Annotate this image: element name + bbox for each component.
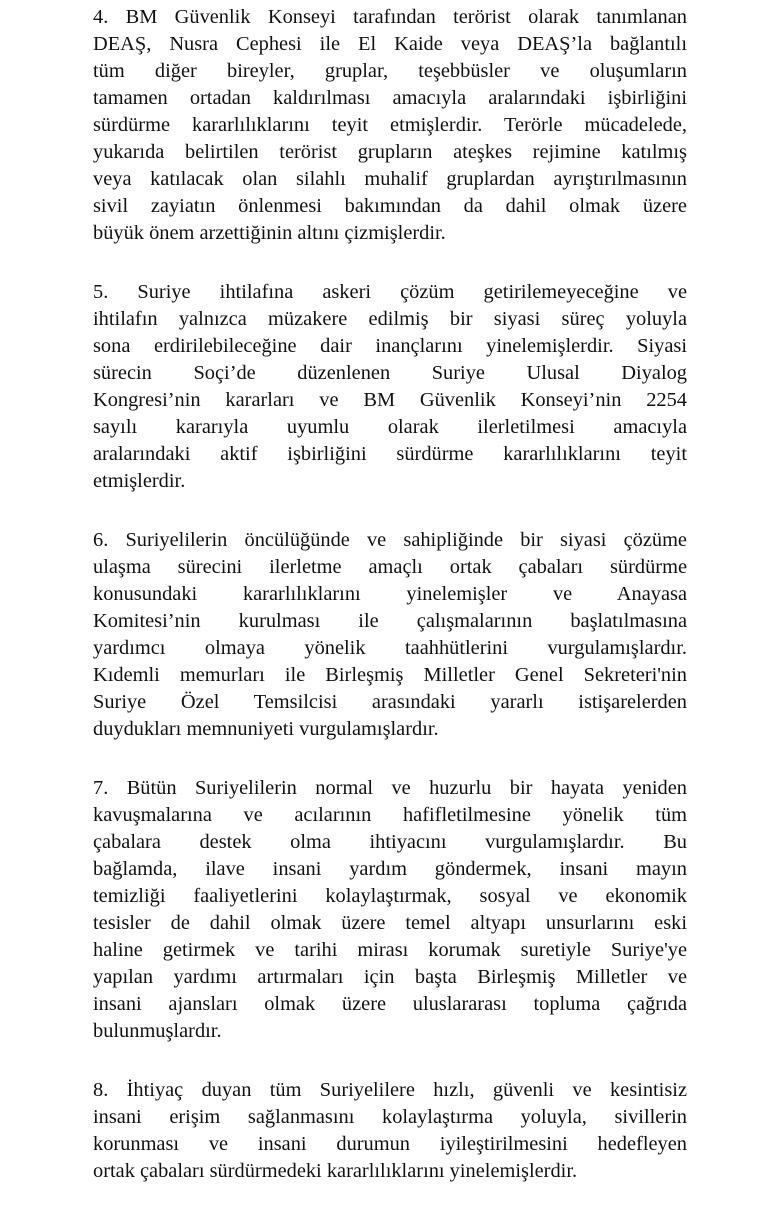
paragraph-4 <box>93 4 687 247</box>
text-line: temizliği faaliyetlerini kolaylaştırmak, sosyal ve ekonomik <box>93 885 687 907</box>
paragraph-7 <box>93 775 687 1045</box>
text-line: Suriye Özel Temsilcisi arasındaki yararlı istişarelerden <box>93 691 687 713</box>
text-line: aralarındaki aktif işbirliğini sürdürme kararlılıklarını teyit <box>93 443 687 465</box>
text-line: insani ajansları olmak üzere uluslararası topluma çağrıda <box>93 993 687 1015</box>
text-line: ortak çabaları sürdürmedeki kararlılıklarını yinelemişlerdir. <box>93 1160 578 1182</box>
paragraph-5 <box>93 279 687 495</box>
text-line: sürdürme kararlılıklarını teyit etmişlerdir. Terörle mücadelede, <box>93 114 687 136</box>
text-line: 5. Suriye ihtilafına askeri çözüm getirilemeyeceğine ve <box>93 281 687 303</box>
text-line: duydukları memnuniyeti vurgulamışlardır. <box>93 718 439 740</box>
text-line: 6. Suriyelilerin öncülüğünde ve sahipliğinde bir siyasi çözüme <box>93 529 687 551</box>
text-line: bulunmuşlardır. <box>93 1020 222 1042</box>
text-line: büyük önem arzettiğinin altını çizmişlerdir. <box>93 222 446 244</box>
text-line: sivil zayiatın önlenmesi bakımından da dahil olmak üzere <box>93 195 687 217</box>
text-line: insani erişim sağlanmasını kolaylaştırma yoluyla, sivillerin <box>93 1106 687 1128</box>
text-line: yardımcı olmaya yönelik taahhütlerini vurgulamışlardır. <box>93 637 687 659</box>
text-line: Kongresi’nin kararları ve BM Güvenlik Konseyi’nin 2254 <box>93 389 687 411</box>
text-line: ulaşma sürecini ilerletme amaçlı ortak çabaları sürdürme <box>93 556 687 578</box>
text-line: sona erdirilebileceğine dair inançlarını yinelemişlerdir. Siyasi <box>93 335 687 357</box>
text-line: yapılan yardımı artırmaları için başta Birleşmiş Milletler ve <box>93 966 687 988</box>
text-line: bağlamda, ilave insani yardım göndermek, insani mayın <box>93 858 687 880</box>
text-line: sayılı kararıyla uyumlu olarak ilerletilmesi amacıyla <box>93 416 687 438</box>
text-line: tesisler de dahil olmak üzere temel altyapı unsurlarını eski <box>93 912 687 934</box>
text-line: Komitesi’nin kurulması ile çalışmalarının başlatılmasına <box>93 610 687 632</box>
text-line: çabalara destek olma ihtiyacını vurgulamışlardır. Bu <box>93 831 687 853</box>
text-line: kavuşmalarına ve acılarının hafifletilmesine yönelik tüm <box>93 804 687 826</box>
text-line: 4. BM Güvenlik Konseyi tarafından terörist olarak tanımlanan <box>93 6 687 28</box>
text-line: sürecin Soçi’de düzenlenen Suriye Ulusal Diyalog <box>93 362 687 384</box>
text-line: haline getirmek ve tarihi mirası korumak suretiyle Suriye'ye <box>93 939 687 961</box>
text-line: etmişlerdir. <box>93 470 186 492</box>
paragraph-6 <box>93 527 687 743</box>
text-line: veya katılacak olan silahlı muhalif gruplardan ayrıştırılmasının <box>93 168 687 190</box>
document-page <box>93 4 687 1217</box>
text-line: 7. Bütün Suriyelilerin normal ve huzurlu bir hayata yeniden <box>93 777 687 799</box>
text-line: korunması ve insani durumun iyileştirilmesini hedefleyen <box>93 1133 687 1155</box>
paragraph-8 <box>93 1077 687 1185</box>
text-line: tamamen ortadan kaldırılması amacıyla aralarındaki işbirliğini <box>93 87 687 109</box>
text-line: 8. İhtiyaç duyan tüm Suriyelilere hızlı, güvenli ve kesintisiz <box>93 1079 687 1101</box>
text-line: tüm diğer bireyler, gruplar, teşebbüsler ve oluşumların <box>93 60 687 82</box>
text-line: DEAŞ, Nusra Cephesi ile El Kaide veya DEAŞ’la bağlantılı <box>93 33 687 55</box>
text-line: ihtilafın yalnızca müzakere edilmiş bir siyasi süreç yoluyla <box>93 308 687 330</box>
text-line: yukarıda belirtilen terörist grupların ateşkes rejimine katılmış <box>93 141 687 163</box>
text-line: konusundaki kararlılıklarını yinelemişler ve Anayasa <box>93 583 687 605</box>
text-line: Kıdemli memurları ile Birleşmiş Milletler Genel Sekreteri'nin <box>93 664 687 686</box>
